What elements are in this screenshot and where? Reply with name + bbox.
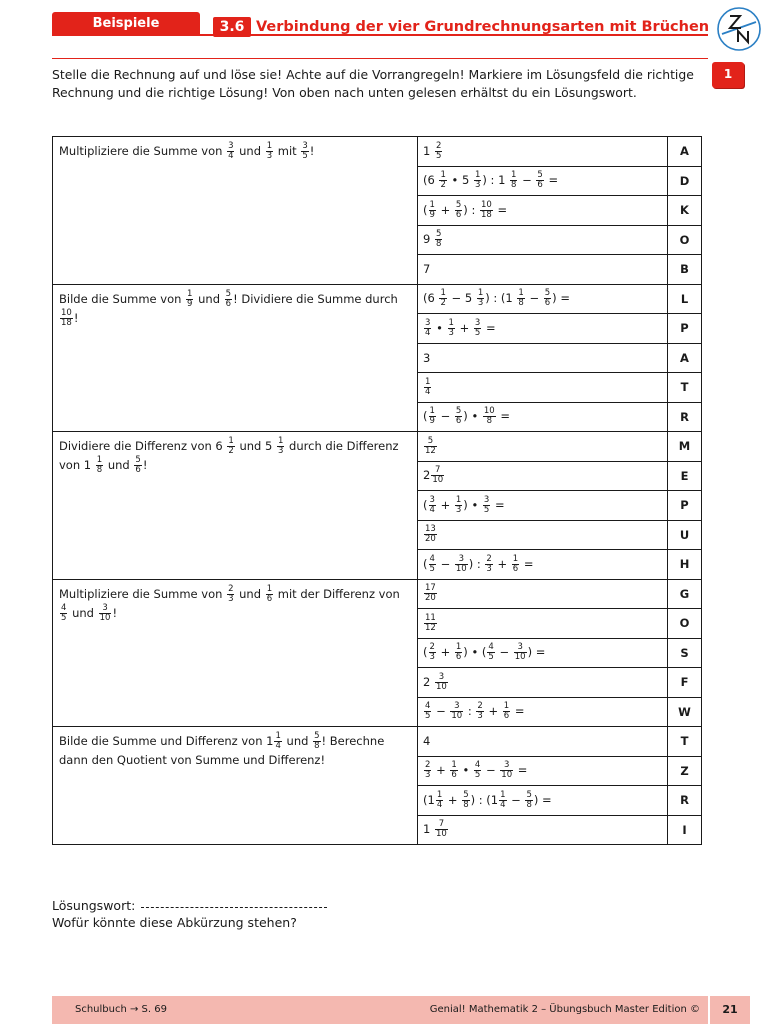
solution-letter[interactable]: R <box>668 402 702 432</box>
answer-option[interactable]: 7 <box>418 255 668 285</box>
fraction: $\frac{5}{8}$ <box>526 789 532 810</box>
solution-letter[interactable]: K <box>668 196 702 226</box>
answer-option[interactable] <box>418 373 668 403</box>
answer-row <box>53 727 702 757</box>
zn-logo-icon <box>716 6 762 52</box>
solution-letter[interactable]: B <box>668 255 702 285</box>
fraction: $\frac{1}{4}$ <box>436 789 443 810</box>
fraction: $\frac{3}{10}$ <box>514 642 526 663</box>
fraction: $\frac{1}{3}$ <box>474 170 481 191</box>
fraction: $\frac{1}{8}$ <box>518 288 524 309</box>
solution-letter[interactable]: P <box>668 491 702 521</box>
answer-row <box>53 579 702 609</box>
fraction: $\frac{3}{10}$ <box>451 701 463 722</box>
fraction: $\frac{1}{6}$ <box>512 553 519 574</box>
fraction: $\frac{5}{6}$ <box>537 170 543 191</box>
follow-up-question: Wofür könnte diese Abkürzung stehen? <box>52 915 297 930</box>
answer-option[interactable]: 1 $\frac{2}{5}$ <box>418 137 668 167</box>
solution-letter[interactable]: H <box>668 550 702 580</box>
fraction: $\frac{10}{18}$ <box>480 199 492 220</box>
answer-option[interactable]: $\frac{4}{5}$ − $\frac{3}{10}$ : $\frac{2}{3}$ + $\frac{1}{6}$ = <box>418 697 668 727</box>
answer-option[interactable]: 9 $\frac{5}{8}$ <box>418 225 668 255</box>
answer-option[interactable]: 2 $\frac{3}{10}$ <box>418 668 668 698</box>
task-instruction: Stelle die Rechnung auf und löse sie! Achte auf die Vorrangregeln! Markiere im Lösungsfeld die richtige Rechnung und die richtige Lösung! Von oben nach unten gelesen erhältst du ein Lösungswort. <box>52 67 694 100</box>
fraction: $\frac{3}{5}$ <box>474 317 481 338</box>
solution-letter[interactable]: M <box>668 432 702 462</box>
fraction: $\frac{1}{6}$ <box>503 701 510 722</box>
fraction: $\frac{13}{20}$ <box>425 524 436 545</box>
fraction: $\frac{5}{8}$ <box>435 229 442 250</box>
fraction: $\frac{1}{2}$ <box>228 436 234 456</box>
fraction: $\frac{5}{8}$ <box>463 789 469 810</box>
fraction: $\frac{3}{5}$ <box>483 494 490 515</box>
fraction: $\frac{2}{3}$ <box>429 642 435 663</box>
solution-letter[interactable]: U <box>668 520 702 550</box>
solution-letter[interactable]: R <box>668 786 702 816</box>
task-number-badge: 1 <box>712 62 744 88</box>
solution-letter[interactable]: F <box>668 668 702 698</box>
solution-letter[interactable]: Z <box>668 756 702 786</box>
solution-letter[interactable]: T <box>668 727 702 757</box>
solution-letter[interactable]: W <box>668 697 702 727</box>
solution-word-label: Lösungswort: <box>52 898 136 913</box>
answer-row <box>53 284 702 314</box>
answer-row <box>53 432 702 462</box>
fraction: $\frac{3}{5}$ <box>302 141 308 161</box>
solution-letter[interactable]: D <box>668 166 702 196</box>
fraction: $\frac{1}{3}$ <box>277 436 284 456</box>
solution-letter[interactable]: T <box>668 373 702 403</box>
fraction: $\frac{5}{6}$ <box>544 288 551 309</box>
fraction: $\frac{10}{8}$ <box>483 406 495 427</box>
fraction: $\frac{3}{10}$ <box>435 671 447 692</box>
solution-letter[interactable]: A <box>668 137 702 167</box>
fraction: $\frac{1}{8}$ <box>511 170 517 191</box>
solution-letter[interactable]: A <box>668 343 702 373</box>
exercise-table <box>52 136 702 845</box>
answer-row <box>53 137 702 167</box>
fraction: $\frac{4}{5}$ <box>425 701 431 722</box>
fraction: $\frac{1}{6}$ <box>451 760 457 781</box>
fraction: $\frac{5}{6}$ <box>455 199 462 220</box>
fraction: $\frac{1}{3}$ <box>455 494 462 515</box>
answer-option[interactable]: (6 $\frac{1}{2}$ • 5 $\frac{1}{3}$ ) : 1 $\frac{1}{8}$ − $\frac{5}{6}$ = <box>418 166 668 196</box>
section-tab: Beispiele <box>52 12 200 34</box>
fraction: $\frac{3}{10}$ <box>501 760 513 781</box>
fraction: $\frac{1}{3}$ <box>448 317 454 338</box>
answer-option[interactable]: ( $\frac{3}{4}$ + $\frac{1}{3}$ ) • $\frac{3}{5}$ = <box>418 491 668 521</box>
answer-option[interactable] <box>418 432 668 462</box>
fraction: $\frac{2}{3}$ <box>486 553 492 574</box>
task-rule <box>52 58 708 59</box>
solution-letter[interactable]: S <box>668 638 702 668</box>
answer-option[interactable]: 1 $\frac{7}{10}$ <box>418 815 668 845</box>
fraction: $\frac{5}{6}$ <box>455 406 462 427</box>
fraction: $\frac{2}{3}$ <box>228 583 234 604</box>
fraction: $\frac{2}{5}$ <box>435 140 442 161</box>
fraction: $\frac{1}{9}$ <box>429 199 435 220</box>
fraction: $\frac{2}{3}$ <box>425 760 431 781</box>
page-number: 21 <box>710 996 750 1024</box>
answer-option[interactable]: (6 $\frac{1}{2}$ − 5 $\frac{1}{3}$ ) : (1 $\frac{1}{8}$ − $\frac{5}{6}$ ) = <box>418 284 668 314</box>
answer-option[interactable] <box>418 609 668 639</box>
fraction: $\frac{7}{10}$ <box>435 819 447 840</box>
fraction: $\frac{1}{4}$ <box>275 731 281 751</box>
answer-option[interactable]: ( $\frac{4}{5}$ − $\frac{3}{10}$ ) : $\frac{2}{3}$ + $\frac{1}{6}$ = <box>418 550 668 580</box>
answer-option[interactable]: $\frac{2}{3}$ + $\frac{1}{6}$ • $\frac{4}{5}$ − $\frac{3}{10}$ = <box>418 756 668 786</box>
exercise-task-4: Multipliziere die Summe von $\frac{2}{3}$ und $\frac{1}{6}$ mit der Differenz von $\frac{4}{5}$ und $\frac{3}{10}$ ! <box>53 579 418 727</box>
fraction: $\frac{1}{9}$ <box>429 406 435 427</box>
fraction: $\frac{1}{8}$ <box>96 455 103 475</box>
solution-letter[interactable]: G <box>668 579 702 609</box>
fraction: $\frac{5}{12}$ <box>425 435 436 456</box>
answer-option[interactable]: ( $\frac{2}{3}$ + $\frac{1}{6}$ ) • ( $\frac{4}{5}$ − $\frac{3}{10}$ ) = <box>418 638 668 668</box>
solution-word-blanks[interactable] <box>141 907 327 908</box>
fraction: $\frac{1}{2}$ <box>440 170 446 191</box>
fraction: $\frac{4}{5}$ <box>474 760 481 781</box>
exercise-task-3: Dividiere die Differenz von 6 $\frac{1}{2}$ und 5 $\frac{1}{3}$ durch die Differenz von 1 $\frac{1}{8}$ und $\frac{5}{6}$ ! <box>53 432 418 580</box>
solution-letter[interactable]: O <box>668 225 702 255</box>
fraction: $\frac{3}{10}$ <box>99 602 111 623</box>
exercise-task-5: Bilde die Summe und Differenz von 1 $\frac{1}{4}$ und $\frac{5}{8}$ ! Berechne dann den Quotient von Summe und Differenz! <box>53 727 418 845</box>
solution-letter[interactable]: P <box>668 314 702 344</box>
fraction: $\frac{1}{2}$ <box>440 288 446 309</box>
section-number: 3.6 <box>213 17 251 37</box>
answer-option[interactable]: (1 $\frac{1}{4}$ + $\frac{5}{8}$ ) : (1 $\frac{1}{4}$ − $\frac{5}{8}$ ) = <box>418 786 668 816</box>
answer-option[interactable]: 2 $\frac{7}{10}$ <box>418 461 668 491</box>
fraction: $\frac{5}{6}$ <box>135 455 141 475</box>
solution-word-line <box>52 897 327 915</box>
exercise-task-2: Bilde die Summe von $\frac{1}{9}$ und $\frac{5}{6}$ ! Dividiere die Summe durch $\frac{10}{18}$ ! <box>53 284 418 432</box>
exercise-task-1: Multipliziere die Summe von $\frac{3}{4}$ und $\frac{1}{3}$ mit $\frac{3}{5}$ ! <box>53 137 418 285</box>
fraction: $\frac{5}{6}$ <box>225 288 232 309</box>
fraction: $\frac{1}{6}$ <box>455 642 462 663</box>
fraction: $\frac{1}{3}$ <box>477 288 484 309</box>
fraction: $\frac{7}{10}$ <box>432 465 444 486</box>
solution-letter[interactable]: I <box>668 815 702 845</box>
fraction: $\frac{2}{3}$ <box>477 701 483 722</box>
fraction: $\frac{17}{20}$ <box>425 583 436 604</box>
answer-option[interactable]: 3 <box>418 343 668 373</box>
solution-letter[interactable]: L <box>668 284 702 314</box>
fraction: $\frac{4}{5}$ <box>61 602 67 623</box>
fraction: $\frac{1}{4}$ <box>425 376 431 397</box>
book-title: Genial! Mathematik 2 – Übungsbuch Master Edition © <box>196 996 708 1024</box>
fraction: $\frac{1}{9}$ <box>187 288 193 309</box>
answer-option[interactable]: ( $\frac{1}{9}$ − $\frac{5}{6}$ ) • $\frac{10}{8}$ = <box>418 402 668 432</box>
answer-option[interactable] <box>418 520 668 550</box>
solution-letter[interactable]: E <box>668 461 702 491</box>
fraction: $\frac{3}{10}$ <box>455 553 467 574</box>
solution-letter[interactable]: O <box>668 609 702 639</box>
schoolbook-reference: Schulbuch → S. 69 <box>52 996 196 1024</box>
fraction: $\frac{3}{4}$ <box>425 317 431 338</box>
page-title: Verbindung der vier Grundrechnungsarten mit Brüchen <box>256 19 710 35</box>
answer-option[interactable]: $\frac{3}{4}$ • $\frac{1}{3}$ + $\frac{3}{5}$ = <box>418 314 668 344</box>
fraction: $\frac{3}{4}$ <box>429 494 435 515</box>
fraction: $\frac{1}{4}$ <box>500 789 506 810</box>
fraction: $\frac{4}{5}$ <box>488 642 494 663</box>
fraction: $\frac{1}{6}$ <box>266 583 273 604</box>
fraction: $\frac{10}{18}$ <box>61 307 72 328</box>
fraction: $\frac{1}{3}$ <box>266 141 273 161</box>
answer-option[interactable]: 4 <box>418 727 668 757</box>
fraction: $\frac{11}{12}$ <box>425 612 436 633</box>
answer-option[interactable] <box>418 579 668 609</box>
fraction: $\frac{4}{5}$ <box>429 553 435 574</box>
answer-option[interactable]: ( $\frac{1}{9}$ + $\frac{5}{6}$ ) : $\frac{10}{18}$ = <box>418 196 668 226</box>
fraction: $\frac{3}{4}$ <box>228 141 234 161</box>
fraction: $\frac{5}{8}$ <box>314 731 320 751</box>
